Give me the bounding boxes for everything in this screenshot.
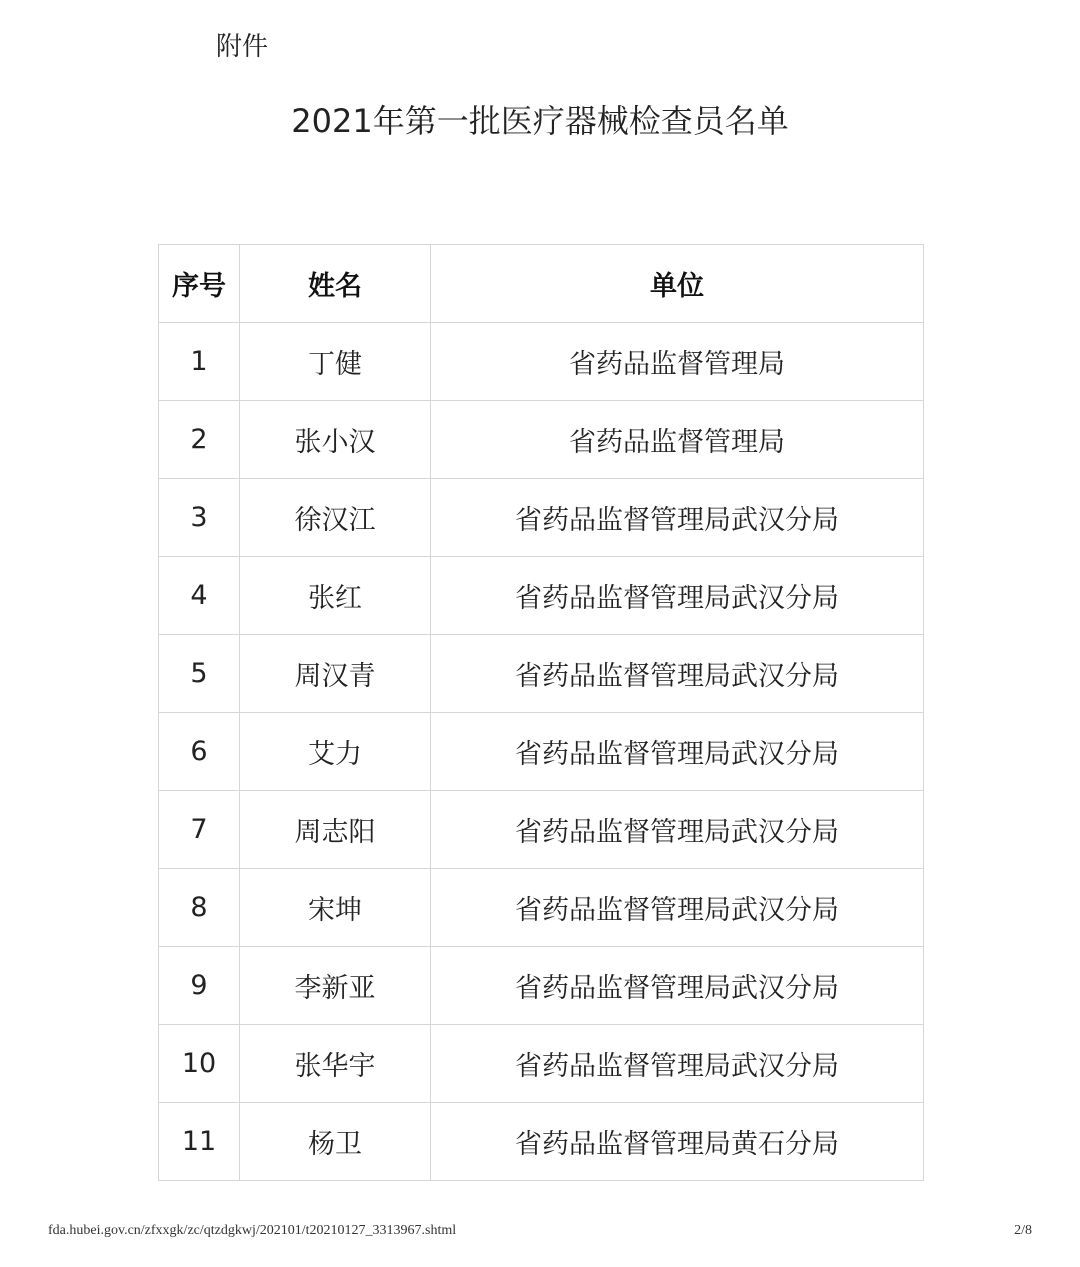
cell-serial: 7 <box>159 791 240 869</box>
cell-name: 艾力 <box>240 713 431 791</box>
cell-name: 周汉青 <box>240 635 431 713</box>
cell-name: 徐汉江 <box>240 479 431 557</box>
cell-unit: 省药品监督管理局武汉分局 <box>431 479 924 557</box>
cell-serial: 9 <box>159 947 240 1025</box>
cell-unit: 省药品监督管理局武汉分局 <box>431 947 924 1025</box>
cell-unit: 省药品监督管理局黄石分局 <box>431 1103 924 1181</box>
cell-name: 张红 <box>240 557 431 635</box>
cell-serial: 8 <box>159 869 240 947</box>
cell-unit: 省药品监督管理局武汉分局 <box>431 869 924 947</box>
table-row <box>159 323 924 401</box>
column-header-unit: 单位 <box>431 245 924 323</box>
cell-serial: 4 <box>159 557 240 635</box>
cell-unit: 省药品监督管理局武汉分局 <box>431 713 924 791</box>
cell-name: 丁健 <box>240 323 431 401</box>
table-row <box>159 401 924 479</box>
cell-serial: 3 <box>159 479 240 557</box>
cell-unit: 省药品监督管理局 <box>431 401 924 479</box>
cell-serial: 5 <box>159 635 240 713</box>
cell-serial: 1 <box>159 323 240 401</box>
cell-unit: 省药品监督管理局武汉分局 <box>431 1025 924 1103</box>
cell-name: 张小汉 <box>240 401 431 479</box>
footer-source-url: fda.hubei.gov.cn/zfxxgk/zc/qtzdgkwj/202101/t20210127_3313967.shtml <box>48 1223 457 1238</box>
cell-unit: 省药品监督管理局武汉分局 <box>431 557 924 635</box>
cell-serial: 2 <box>159 401 240 479</box>
cell-name: 张华宇 <box>240 1025 431 1103</box>
column-header-serial: 序号 <box>159 245 240 323</box>
table-row <box>159 479 924 557</box>
cell-unit: 省药品监督管理局 <box>431 323 924 401</box>
table-row <box>159 557 924 635</box>
cell-name: 周志阳 <box>240 791 431 869</box>
page-title: 2021年第一批医疗器械检查员名单 <box>291 102 789 140</box>
table-row <box>159 1025 924 1103</box>
cell-serial: 6 <box>159 713 240 791</box>
cell-name: 宋坤 <box>240 869 431 947</box>
attachment-label: 附件 <box>216 32 269 62</box>
cell-name: 杨卫 <box>240 1103 431 1181</box>
cell-serial: 11 <box>159 1103 240 1181</box>
column-header-name: 姓名 <box>240 245 431 323</box>
table-row <box>159 947 924 1025</box>
inspector-roster-table <box>158 244 924 1181</box>
table-header-row <box>159 245 924 323</box>
cell-unit: 省药品监督管理局武汉分局 <box>431 635 924 713</box>
cell-name: 李新亚 <box>240 947 431 1025</box>
table-row <box>159 1103 924 1181</box>
table-row <box>159 791 924 869</box>
table-row <box>159 869 924 947</box>
table-row <box>159 713 924 791</box>
footer-page-number: 2/8 <box>1014 1223 1032 1238</box>
table-row <box>159 635 924 713</box>
cell-serial: 10 <box>159 1025 240 1103</box>
cell-unit: 省药品监督管理局武汉分局 <box>431 791 924 869</box>
